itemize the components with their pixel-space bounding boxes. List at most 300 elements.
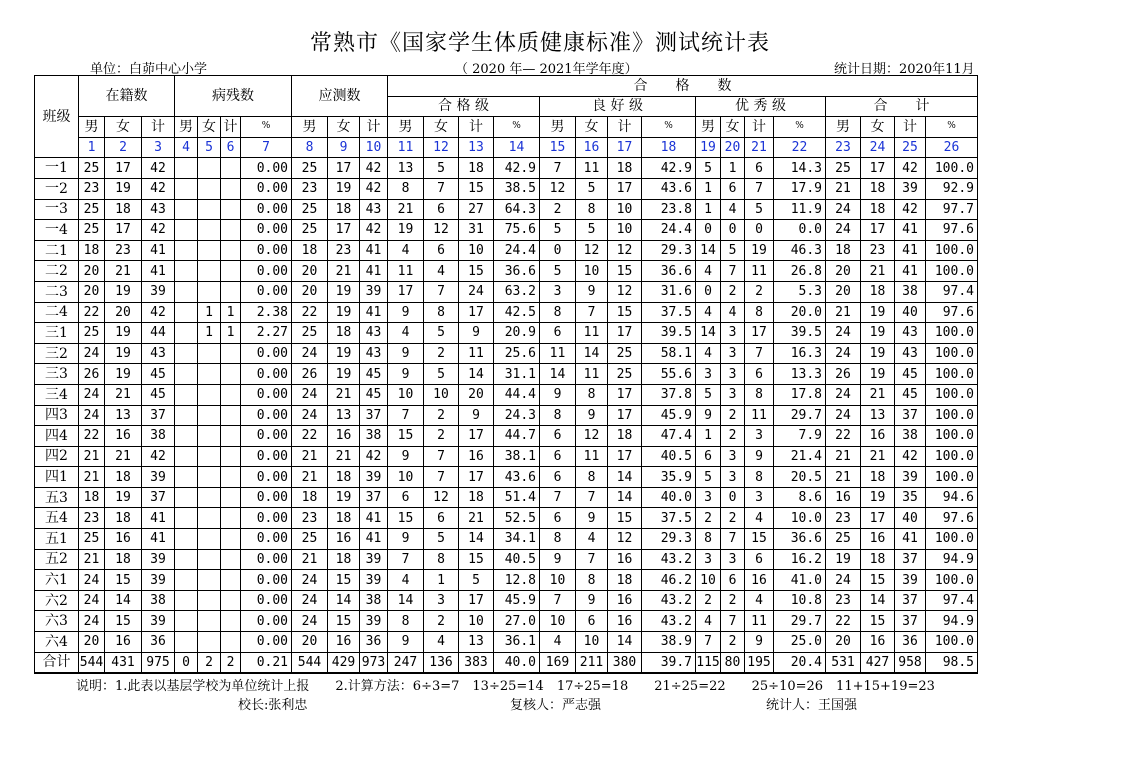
table-cell	[198, 467, 221, 488]
percent-header: %	[494, 117, 540, 138]
table-cell: 21	[826, 302, 861, 323]
table-cell: 7	[576, 549, 608, 570]
table-cell: 43	[360, 343, 388, 364]
table-row	[35, 199, 978, 220]
table-cell: 383	[459, 652, 494, 673]
column-index-cell: 25	[895, 137, 926, 158]
table-cell: 21	[826, 178, 861, 199]
table-cell: 27.0	[494, 611, 540, 632]
table-cell: 44	[142, 323, 175, 344]
table-cell	[198, 364, 221, 385]
table-cell: 38	[360, 426, 388, 447]
table-cell: 427	[861, 652, 895, 673]
table-cell: 7	[721, 611, 745, 632]
table-cell: 21	[328, 261, 360, 282]
female-header: 女	[424, 117, 459, 138]
table-cell	[175, 611, 198, 632]
table-cell: 24	[826, 384, 861, 405]
table-cell: 4	[424, 261, 459, 282]
table-cell: 7	[388, 405, 424, 426]
table-cell	[198, 240, 221, 261]
table-cell: 42	[142, 158, 175, 179]
table-cell	[198, 220, 221, 241]
table-cell: 19	[861, 343, 895, 364]
class-name-cell: 二1	[35, 240, 79, 261]
table-cell: 15	[105, 611, 142, 632]
table-cell: 0.00	[241, 158, 292, 179]
table-cell: 8	[745, 384, 774, 405]
table-cell	[175, 323, 198, 344]
table-cell: 2.27	[241, 323, 292, 344]
male-header: 男	[540, 117, 576, 138]
table-cell: 75.6	[494, 220, 540, 241]
table-cell: 20.5	[774, 467, 826, 488]
table-cell: 25	[292, 323, 328, 344]
table-cell: 24	[79, 611, 105, 632]
table-cell	[175, 343, 198, 364]
table-cell: 55.6	[642, 364, 696, 385]
female-header: 女	[721, 117, 745, 138]
table-cell: 24.4	[642, 220, 696, 241]
table-cell: 7.9	[774, 426, 826, 447]
table-cell: 11	[576, 446, 608, 467]
table-cell: 431	[105, 652, 142, 673]
table-cell: 973	[360, 652, 388, 673]
table-cell: 41.0	[774, 570, 826, 591]
table-cell	[175, 529, 198, 550]
table-row	[35, 508, 978, 529]
table-cell: 3	[721, 384, 745, 405]
table-cell: 4	[745, 508, 774, 529]
table-cell: 20	[826, 261, 861, 282]
table-cell: 0	[745, 220, 774, 241]
table-cell: 10	[576, 261, 608, 282]
table-cell	[198, 570, 221, 591]
table-cell: 380	[608, 652, 642, 673]
table-cell: 41	[360, 261, 388, 282]
table-cell: 18	[608, 426, 642, 447]
table-cell: 45	[142, 384, 175, 405]
table-cell: 16.3	[774, 343, 826, 364]
table-row	[35, 240, 978, 261]
table-cell: 97.4	[926, 281, 978, 302]
table-cell: 24	[79, 384, 105, 405]
table-cell: 1	[424, 570, 459, 591]
table-cell: 7	[745, 178, 774, 199]
table-cell: 5	[576, 178, 608, 199]
total-header: 计	[608, 117, 642, 138]
table-cell: 41	[895, 240, 926, 261]
table-cell	[175, 178, 198, 199]
table-cell: 23	[826, 590, 861, 611]
table-cell: 3	[424, 590, 459, 611]
table-cell: 15	[608, 508, 642, 529]
table-cell	[221, 199, 241, 220]
table-cell: 8	[576, 570, 608, 591]
table-cell	[198, 446, 221, 467]
table-cell: 195	[745, 652, 774, 673]
table-cell: 7	[576, 487, 608, 508]
table-cell: 18	[608, 158, 642, 179]
table-cell: 4	[721, 302, 745, 323]
table-cell: 39.7	[642, 652, 696, 673]
column-index-cell: 13	[459, 137, 494, 158]
table-cell: 34.1	[494, 529, 540, 550]
table-cell: 41	[360, 529, 388, 550]
table-cell	[198, 343, 221, 364]
column-index-cell: 14	[494, 137, 540, 158]
table-cell: 41	[360, 302, 388, 323]
table-cell: 18	[459, 158, 494, 179]
table-cell: 115	[696, 652, 721, 673]
table-cell: 24	[292, 384, 328, 405]
table-cell: 7	[388, 549, 424, 570]
table-cell: 4	[388, 323, 424, 344]
table-cell: 18	[608, 570, 642, 591]
class-name-cell: 三1	[35, 323, 79, 344]
table-cell	[221, 343, 241, 364]
table-cell	[221, 405, 241, 426]
table-cell: 3	[540, 281, 576, 302]
table-cell: 26	[826, 364, 861, 385]
table-cell: 42	[895, 446, 926, 467]
table-cell: 41	[142, 261, 175, 282]
table-cell: 2	[221, 652, 241, 673]
table-cell: 21	[861, 384, 895, 405]
table-cell: 20	[105, 302, 142, 323]
table-cell	[175, 302, 198, 323]
table-cell: 40.0	[642, 487, 696, 508]
table-cell: 41	[142, 240, 175, 261]
table-cell: 9	[459, 405, 494, 426]
female-header: 女	[576, 117, 608, 138]
table-cell: 19	[388, 220, 424, 241]
table-cell: 211	[576, 652, 608, 673]
table-cell	[221, 158, 241, 179]
table-cell: 92.9	[926, 178, 978, 199]
table-cell: 19	[826, 549, 861, 570]
table-cell: 19	[861, 487, 895, 508]
table-cell: 11	[388, 261, 424, 282]
percent-header: %	[241, 117, 292, 138]
table-cell: 19	[328, 178, 360, 199]
female-header: 女	[328, 117, 360, 138]
column-index-cell: 21	[745, 137, 774, 158]
table-cell: 39	[142, 549, 175, 570]
table-cell: 20	[292, 281, 328, 302]
table-cell: 39	[895, 570, 926, 591]
table-cell: 10.8	[774, 590, 826, 611]
table-cell: 2	[198, 652, 221, 673]
table-cell: 0.00	[241, 178, 292, 199]
percent-header: %	[926, 117, 978, 138]
table-cell: 23	[105, 240, 142, 261]
table-cell: 21	[105, 446, 142, 467]
table-cell: 10	[576, 632, 608, 653]
table-cell: 6	[424, 240, 459, 261]
table-cell: 1	[198, 302, 221, 323]
table-cell: 24	[826, 220, 861, 241]
table-cell: 17	[328, 158, 360, 179]
table-cell: 16	[861, 632, 895, 653]
table-cell: 12.8	[494, 570, 540, 591]
table-cell: 20	[292, 632, 328, 653]
table-cell: 23	[826, 508, 861, 529]
table-row	[35, 632, 978, 653]
explanation-note: 说明：1.此表以基层学校为单位统计上报 2.计算方法：6÷3=7 13÷25=14 17÷25=18 21÷25=22 25÷10=26 11+15+19=23	[76, 679, 935, 694]
table-cell: 100.0	[926, 426, 978, 447]
table-cell: 6	[745, 549, 774, 570]
table-cell: 11	[745, 261, 774, 282]
table-cell: 429	[328, 652, 360, 673]
table-cell: 39	[142, 281, 175, 302]
table-cell: 8.6	[774, 487, 826, 508]
class-name-cell: 三2	[35, 343, 79, 364]
table-cell	[198, 529, 221, 550]
table-cell: 11	[745, 405, 774, 426]
table-cell: 22	[79, 426, 105, 447]
table-cell: 18	[105, 508, 142, 529]
table-cell: 38.9	[642, 632, 696, 653]
table-cell: 24	[826, 343, 861, 364]
table-row	[35, 549, 978, 570]
table-cell: 19	[861, 302, 895, 323]
table-cell: 4	[696, 302, 721, 323]
table-cell: 7	[696, 632, 721, 653]
table-cell: 21	[105, 384, 142, 405]
table-cell: 3	[745, 487, 774, 508]
excellent-level-header: 优 秀 级	[696, 96, 826, 117]
table-cell	[175, 405, 198, 426]
table-cell: 14	[861, 590, 895, 611]
table-cell: 17	[328, 220, 360, 241]
table-cell: 97.4	[926, 590, 978, 611]
table-cell: 7	[540, 487, 576, 508]
table-cell: 39	[142, 611, 175, 632]
page-title: 常熟市《国家学生体质健康标准》测试统计表	[309, 31, 770, 56]
table-cell: 17	[608, 323, 642, 344]
male-header: 男	[696, 117, 721, 138]
table-cell: 2	[424, 405, 459, 426]
table-cell: 97.6	[926, 220, 978, 241]
table-cell: 20.4	[774, 652, 826, 673]
table-cell: 0.00	[241, 220, 292, 241]
table-cell: 958	[895, 652, 926, 673]
table-cell: 45	[895, 384, 926, 405]
table-row	[35, 343, 978, 364]
table-cell: 39	[360, 611, 388, 632]
table-cell: 21	[861, 446, 895, 467]
table-cell: 6	[424, 508, 459, 529]
table-cell: 24	[79, 405, 105, 426]
table-cell	[175, 570, 198, 591]
table-cell: 39	[360, 549, 388, 570]
column-index-cell: 7	[241, 137, 292, 158]
table-cell: 17	[608, 178, 642, 199]
table-cell: 5	[424, 158, 459, 179]
total-row	[35, 652, 978, 673]
table-cell: 16	[105, 426, 142, 447]
table-cell	[175, 281, 198, 302]
table-cell: 9	[388, 302, 424, 323]
table-cell: 19	[328, 281, 360, 302]
table-cell: 20	[459, 384, 494, 405]
table-cell: 17	[459, 426, 494, 447]
table-cell: 9	[576, 405, 608, 426]
table-cell: 1	[221, 302, 241, 323]
table-cell: 80	[721, 652, 745, 673]
table-cell: 38	[142, 426, 175, 447]
table-cell	[221, 426, 241, 447]
table-cell: 94.9	[926, 611, 978, 632]
table-cell: 12	[576, 240, 608, 261]
table-cell: 40.5	[642, 446, 696, 467]
table-cell: 18	[826, 240, 861, 261]
table-cell: 37	[360, 405, 388, 426]
table-cell: 6	[540, 508, 576, 529]
table-cell: 100.0	[926, 261, 978, 282]
table-cell: 3	[721, 549, 745, 570]
table-cell: 8	[540, 405, 576, 426]
total-header: 计	[895, 117, 926, 138]
table-cell: 11	[576, 158, 608, 179]
class-name-cell: 四1	[35, 467, 79, 488]
table-cell: 2	[696, 590, 721, 611]
table-cell: 25	[79, 199, 105, 220]
table-cell: 5.3	[774, 281, 826, 302]
table-cell: 25	[79, 323, 105, 344]
table-cell: 46.2	[642, 570, 696, 591]
table-cell: 24	[292, 343, 328, 364]
column-index-cell: 11	[388, 137, 424, 158]
table-cell: 40	[895, 302, 926, 323]
female-header: 女	[861, 117, 895, 138]
table-cell: 36.1	[494, 632, 540, 653]
table-cell: 43	[360, 199, 388, 220]
column-index-cell: 4	[175, 137, 198, 158]
table-cell: 42.9	[494, 158, 540, 179]
total-header: 计	[142, 117, 175, 138]
table-cell	[221, 220, 241, 241]
table-cell: 5	[721, 240, 745, 261]
table-cell: 25	[292, 529, 328, 550]
table-cell: 58.1	[642, 343, 696, 364]
table-cell: 4	[388, 570, 424, 591]
table-cell: 5	[424, 529, 459, 550]
table-cell: 6	[424, 199, 459, 220]
table-cell: 38	[360, 590, 388, 611]
table-cell: 24	[79, 570, 105, 591]
class-name-cell: 一3	[35, 199, 79, 220]
table-cell: 2	[424, 343, 459, 364]
table-cell: 8	[424, 302, 459, 323]
table-cell: 23	[328, 240, 360, 261]
table-cell: 9	[576, 590, 608, 611]
table-cell: 24	[292, 590, 328, 611]
table-cell: 18	[861, 199, 895, 220]
column-index-cell: 19	[696, 137, 721, 158]
table-cell: 975	[142, 652, 175, 673]
table-row	[35, 364, 978, 385]
table-cell	[221, 590, 241, 611]
table-row	[35, 405, 978, 426]
table-cell: 20	[79, 632, 105, 653]
table-cell: 2	[424, 426, 459, 447]
table-cell	[221, 632, 241, 653]
class-name-cell: 一1	[35, 158, 79, 179]
table-cell	[221, 508, 241, 529]
table-cell: 15	[608, 261, 642, 282]
table-cell: 11.9	[774, 199, 826, 220]
table-cell	[175, 364, 198, 385]
table-cell: 64.3	[494, 199, 540, 220]
table-cell: 0.00	[241, 405, 292, 426]
table-cell: 23	[79, 178, 105, 199]
table-cell: 0.00	[241, 611, 292, 632]
table-cell: 23	[292, 178, 328, 199]
column-index-cell: 20	[721, 137, 745, 158]
class-name-cell: 四4	[35, 426, 79, 447]
table-cell: 41	[360, 240, 388, 261]
table-cell: 0	[721, 487, 745, 508]
table-cell: 21	[328, 446, 360, 467]
table-cell: 47.4	[642, 426, 696, 447]
table-cell: 19	[861, 323, 895, 344]
table-cell: 17	[745, 323, 774, 344]
male-header: 男	[826, 117, 861, 138]
table-cell	[198, 178, 221, 199]
table-cell: 7	[424, 281, 459, 302]
table-cell: 13	[388, 158, 424, 179]
table-cell: 37	[895, 405, 926, 426]
table-cell	[198, 199, 221, 220]
table-cell	[175, 426, 198, 447]
total-header: 计	[360, 117, 388, 138]
table-cell: 0.0	[774, 220, 826, 241]
table-cell: 43	[142, 343, 175, 364]
column-index-cell: 1	[79, 137, 105, 158]
table-cell: 0.00	[241, 343, 292, 364]
table-cell: 18	[459, 487, 494, 508]
table-cell: 12	[608, 240, 642, 261]
table-cell: 36.6	[774, 529, 826, 550]
table-cell: 41	[142, 529, 175, 550]
table-cell: 41	[360, 508, 388, 529]
table-cell: 37.8	[642, 384, 696, 405]
table-cell: 4	[388, 240, 424, 261]
table-cell: 10	[696, 570, 721, 591]
table-cell: 37.5	[642, 302, 696, 323]
table-cell: 8	[388, 611, 424, 632]
table-cell: 16	[328, 529, 360, 550]
female-header: 女	[105, 117, 142, 138]
table-cell: 37	[895, 549, 926, 570]
table-cell: 9	[576, 281, 608, 302]
table-cell: 43.2	[642, 590, 696, 611]
table-cell: 17	[608, 405, 642, 426]
male-header: 男	[175, 117, 198, 138]
table-row	[35, 426, 978, 447]
table-cell: 7	[745, 343, 774, 364]
column-index-cell: 2	[105, 137, 142, 158]
table-cell: 21	[459, 508, 494, 529]
column-index-cell: 15	[540, 137, 576, 158]
table-cell: 2.38	[241, 302, 292, 323]
class-name-cell: 二3	[35, 281, 79, 302]
table-cell: 8	[745, 302, 774, 323]
table-cell: 100.0	[926, 446, 978, 467]
table-cell: 9	[388, 343, 424, 364]
